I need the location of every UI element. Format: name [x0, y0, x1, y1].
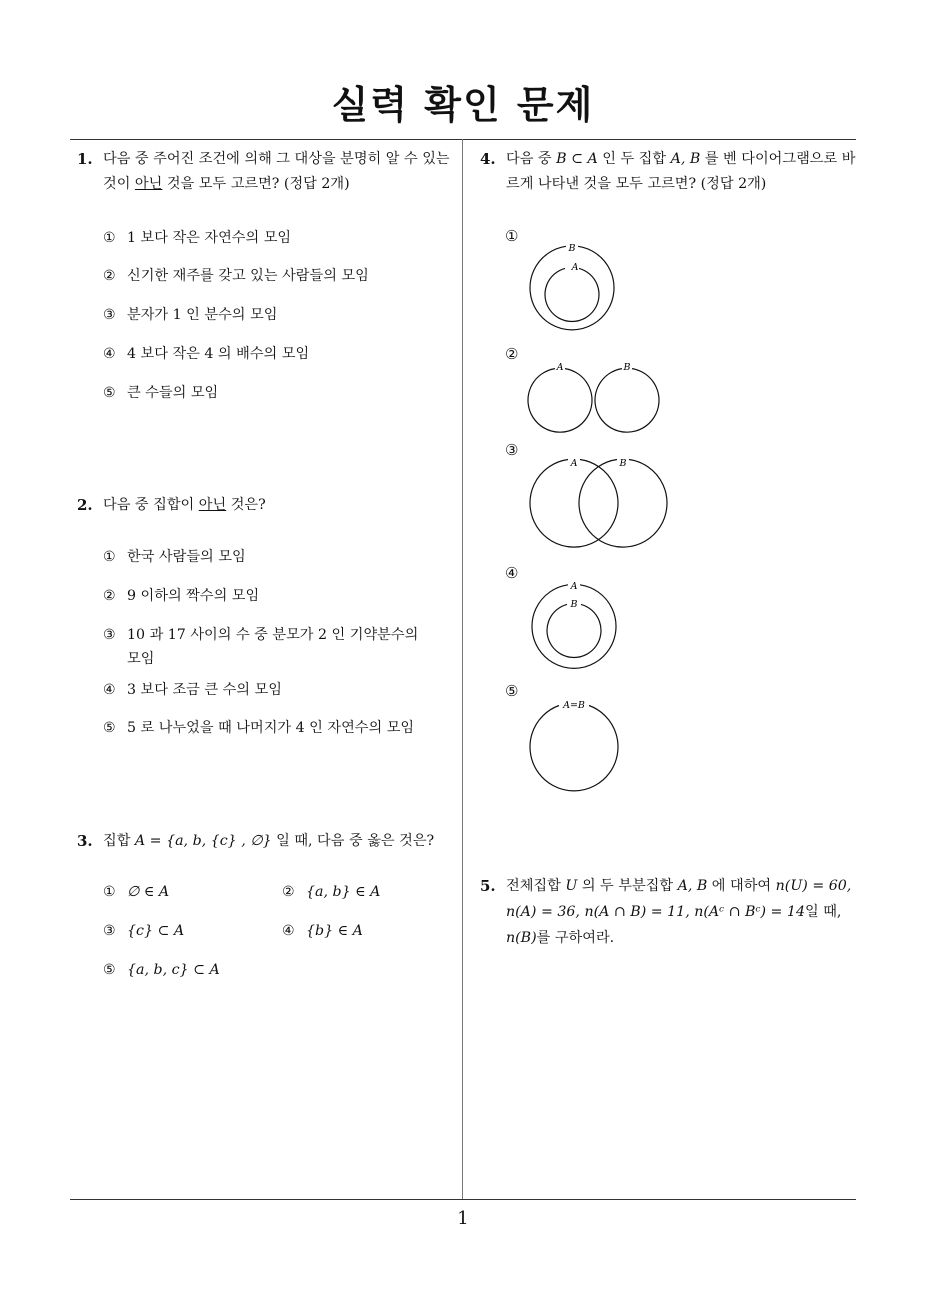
- venn-circle-outer: [530, 246, 614, 330]
- stem-underlined: 아닌: [134, 176, 163, 192]
- stem-underlined: 아닌: [198, 497, 227, 513]
- question-number: 1.: [77, 150, 93, 168]
- venn-circle-b: [595, 369, 659, 433]
- option-text: 3 보다 조금 큰 수의 모임: [127, 682, 282, 698]
- option-1[interactable]: [103, 226, 291, 250]
- option-text: 10 과 17 사이의 수 중 분모가 2 인 기약분수의: [127, 627, 419, 643]
- top-rule: [70, 139, 856, 140]
- option-marker: ①: [103, 549, 116, 565]
- stem-text: 다음 중: [506, 151, 557, 167]
- stem-math: n(U) = 60,: [775, 878, 852, 894]
- question-number: 3.: [77, 832, 93, 850]
- question-5: [480, 873, 862, 951]
- question-stem: [506, 873, 862, 951]
- stem-math: n(A ∩ B) = 11,: [584, 904, 690, 920]
- option-marker: ①: [103, 230, 116, 246]
- venn-label-b: B: [623, 362, 631, 373]
- option-marker: ②: [282, 884, 295, 900]
- option-marker: ④: [103, 682, 116, 698]
- stem-text: 에 대하여: [707, 878, 776, 894]
- stem-text: 일 때,: [804, 904, 842, 920]
- question-4: [480, 147, 860, 197]
- option-5[interactable]: [103, 958, 220, 982]
- question-stem: [103, 147, 457, 197]
- option-2[interactable]: [103, 584, 259, 608]
- option-1[interactable]: [103, 545, 246, 569]
- stem-text: 것은?: [226, 497, 266, 513]
- option-text: 큰 수들의 모임: [127, 385, 219, 401]
- venn-circle-a: [528, 369, 592, 433]
- option-marker: ⑤: [103, 720, 116, 736]
- stem-math: n(B): [506, 930, 537, 946]
- option-text: {b} ∈ A: [306, 923, 363, 939]
- stem-math: A = {a, b, {c} , ∅}: [134, 833, 272, 849]
- venn-label-a: A: [556, 362, 564, 373]
- option-text: {c} ⊂ A: [127, 923, 185, 939]
- stem-text: 인 두 집합: [597, 151, 671, 167]
- option-marker: ③: [103, 923, 116, 939]
- venn-diagram-option-5[interactable]: [520, 695, 620, 795]
- option-marker: ⑤: [103, 385, 116, 401]
- option-text: 분자가 1 인 분수의 모임: [127, 307, 278, 323]
- option-marker: ④: [103, 346, 116, 362]
- stem-text: 의 두 부분집합: [577, 878, 678, 894]
- stem-text: 집합: [103, 833, 135, 849]
- question-stem: [103, 829, 457, 854]
- question-number: 2.: [77, 496, 93, 514]
- stem-math: n(A) = 36,: [506, 904, 580, 920]
- stem-math: B ⊂ A: [556, 151, 598, 167]
- option-text: 9 이하의 짝수의 모임: [127, 588, 260, 604]
- venn-circle-inner: [545, 268, 599, 321]
- page-title: 실력 확인 문제: [331, 83, 595, 127]
- venn-label-b: B: [619, 458, 627, 469]
- venn-diagram-option-1[interactable]: [520, 236, 620, 336]
- option-marker: ③: [103, 307, 116, 323]
- venn-label: A=B: [563, 700, 585, 711]
- stem-text: 것을 모두 고르면? (정답 2개): [162, 176, 350, 192]
- venn-label-a: A: [570, 458, 578, 469]
- option-4[interactable]: [103, 342, 309, 366]
- venn-circle-b: [579, 460, 667, 548]
- option-text: {a, b} ∈ A: [306, 884, 381, 900]
- venn-circle-outer: [532, 585, 616, 669]
- option-marker: ①: [103, 884, 116, 900]
- venn-diagram-option-2[interactable]: [520, 360, 670, 435]
- option-marker: ④: [282, 923, 295, 939]
- option-1-marker[interactable]: ①: [505, 227, 519, 245]
- venn-diagram-option-4[interactable]: [520, 576, 620, 676]
- option-marker: ⑤: [103, 962, 116, 978]
- option-4[interactable]: [103, 678, 282, 702]
- option-5[interactable]: [103, 381, 218, 405]
- option-marker: ②: [103, 588, 116, 604]
- venn-circle-inner: [547, 604, 601, 657]
- option-text: 1 보다 작은 자연수의 모임: [127, 230, 292, 246]
- page-number: 1: [457, 1208, 469, 1229]
- option-text: 한국 사람들의 모임: [127, 549, 246, 565]
- option-text: {a, b, c} ⊂ A: [127, 962, 220, 978]
- venn-label-outer: A: [570, 581, 578, 592]
- question-1: [77, 147, 457, 197]
- stem-math: A, B: [670, 151, 701, 167]
- option-3[interactable]: [103, 623, 443, 671]
- question-2: [77, 493, 457, 518]
- question-stem: [506, 147, 860, 197]
- option-3[interactable]: [103, 919, 184, 943]
- question-3: [77, 829, 457, 854]
- stem-text: 일 때, 다음 중 옳은 것은?: [271, 833, 435, 849]
- option-2[interactable]: [282, 880, 380, 904]
- option-text: 신기한 재주를 갖고 있는 사람들의 모임: [127, 268, 369, 284]
- stem-math: n(Aᶜ ∩ Bᶜ) = 14: [694, 904, 805, 920]
- option-3[interactable]: [103, 303, 277, 327]
- option-text-continued: 모임: [127, 651, 155, 667]
- question-number: 4.: [480, 150, 496, 168]
- option-2[interactable]: [103, 264, 369, 288]
- venn-diagram-option-3[interactable]: [520, 455, 680, 555]
- stem-math: U: [565, 878, 578, 894]
- venn-label-outer: B: [568, 243, 576, 254]
- option-text: 5 로 나누었을 때 나머지가 4 인 자연수의 모임: [127, 720, 415, 736]
- option-4[interactable]: [282, 919, 363, 943]
- option-1[interactable]: [103, 880, 169, 904]
- venn-label-inner: A: [571, 262, 579, 273]
- option-marker: ②: [103, 268, 116, 284]
- stem-text: 다음 중 주어진 조건에 의해 그 대상을 분명히 알 수 있는 것이: [103, 151, 450, 192]
- question-stem: [103, 493, 457, 518]
- option-5-marker[interactable]: ⑤: [505, 682, 519, 700]
- option-4-marker[interactable]: ④: [505, 564, 519, 582]
- stem-text: 를 구하여라.: [536, 930, 615, 946]
- venn-label-inner: B: [570, 599, 578, 610]
- column-divider: [462, 139, 463, 1199]
- stem-math: A, B: [677, 878, 708, 894]
- question-number: 5.: [480, 877, 496, 895]
- stem-text: 전체집합: [506, 878, 566, 894]
- option-2-marker[interactable]: ②: [505, 345, 519, 363]
- stem-text: 다음 중 집합이: [103, 497, 199, 513]
- option-5[interactable]: [103, 716, 414, 740]
- bottom-rule: [70, 1199, 856, 1200]
- option-text: ∅ ∈ A: [127, 884, 170, 900]
- venn-circle-a: [530, 460, 618, 548]
- option-text: 4 보다 작은 4 의 배수의 모임: [127, 346, 310, 362]
- stem-text: 를 벤 다이어그램으로 바르게 나타낸 것을 모두 고르면? (정답 2개): [506, 151, 856, 192]
- venn-circle: [530, 706, 618, 791]
- option-marker: ③: [103, 627, 116, 643]
- option-3-marker[interactable]: ③: [505, 441, 519, 459]
